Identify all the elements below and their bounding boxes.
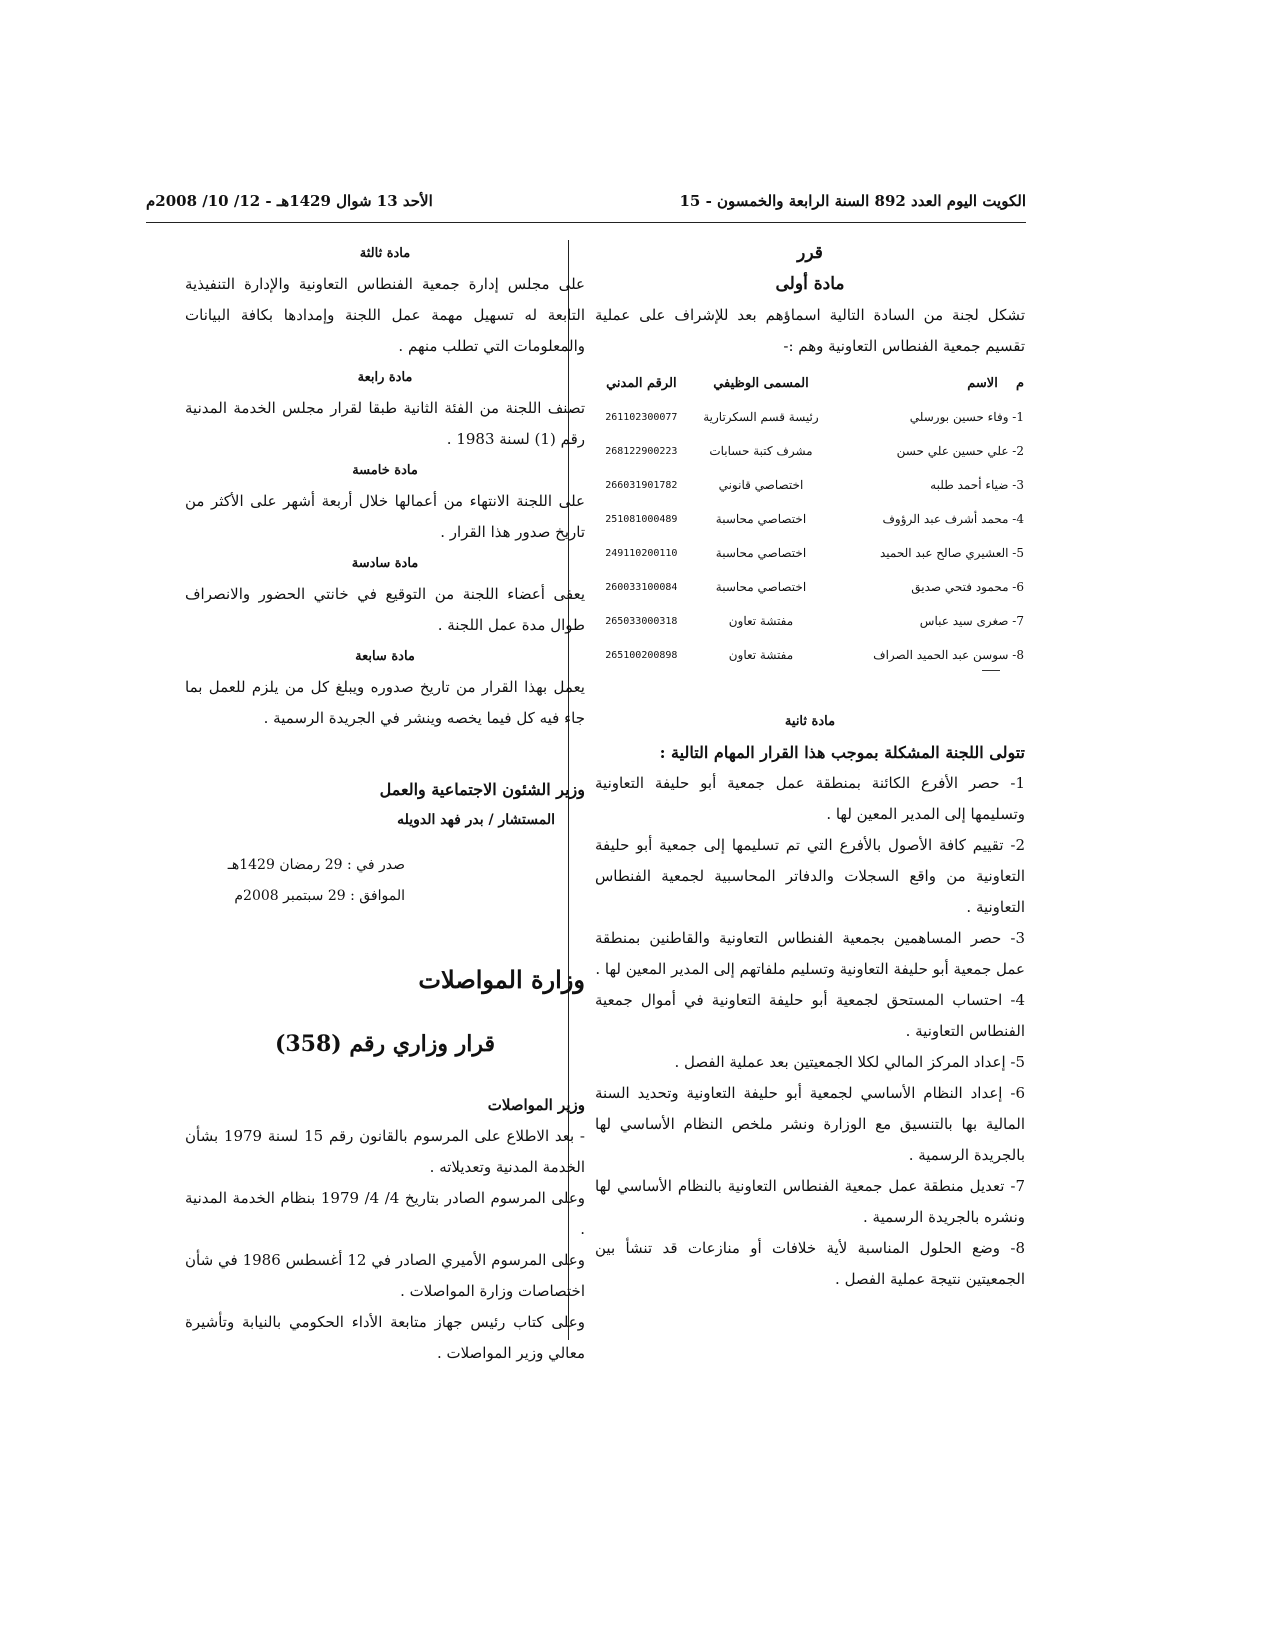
table-row <box>595 400 1025 434</box>
decree-title: قرار وزاري رقم (358) <box>274 1031 496 1057</box>
member-title: اختصاصي محاسبة <box>715 545 807 560</box>
task-item: 6- إعداد النظام الأساسي لجمعية أبو حليفة التعاونية وتحديد السنة المالية بها بالتنسيق مع الوزارة ونشر ملخص النظام الأساسي لها بالجريدة الرسمية . <box>595 1084 1025 1164</box>
col-header-name: م الاسم <box>967 375 1024 391</box>
table-row <box>595 638 1025 672</box>
decided-heading: قرر <box>797 243 823 263</box>
article-3-text: على مجلس إدارة جمعية الفنطاس التعاونية والإدارة التنفيذية التابعة له تسهيل مهمة عمل اللجنة وإمدادها بكافة البيانات والمعلومات التي تطلب منهم . <box>185 275 585 355</box>
member-name: 6- محمود فتحي صديق <box>911 579 1024 594</box>
member-civil-id: 251081000489 <box>605 513 678 525</box>
article-5-title: مادة خامسة <box>352 463 418 478</box>
article-7-title: مادة سابعة <box>355 649 415 664</box>
member-title: مشرف كتبة حسابات <box>709 443 813 458</box>
issued-gregorian: الموافق : 29 سبتمبر 2008م <box>234 888 405 904</box>
signatory-title: وزير الشئون الاجتماعية والعمل <box>379 780 585 799</box>
left-column <box>185 238 585 1369</box>
article-2-intro: تتولى اللجنة المشكلة بموجب هذا القرار المهام التالية : <box>659 743 1025 762</box>
table-row <box>595 536 1025 570</box>
preamble-item: وعلى المرسوم الصادر بتاريخ 4/ 4/ 1979 بنظام الخدمة المدنية . <box>185 1189 586 1238</box>
right-column <box>595 238 1025 1295</box>
task-item: 5- إعداد المركز المالي لكلا الجمعيتين بعد عملية الفصل . <box>674 1053 1025 1071</box>
member-civil-id: 266031901782 <box>605 479 678 491</box>
member-name: 5- العشيري صالح عبد الحميد <box>880 545 1024 560</box>
page-header <box>146 186 1026 223</box>
member-name: 7- صغرى سيد عباس <box>919 613 1024 628</box>
member-civil-id: 261102300077 <box>605 411 678 423</box>
member-name: 2- علي حسين علي حسن <box>896 443 1024 458</box>
article-1-title: مادة أولى <box>775 274 845 294</box>
member-civil-id: 249110200110 <box>605 547 678 559</box>
member-civil-id: 260033100084 <box>605 581 678 593</box>
member-title: رئيسة قسم السكرتارية <box>703 409 819 424</box>
table-row <box>595 502 1025 536</box>
issued-hijri: صدر في : 29 رمضان 1429هـ <box>227 857 405 873</box>
minister-heading: وزير المواصلات <box>487 1096 585 1114</box>
member-title: اختصاصي محاسبة <box>715 511 807 526</box>
members-table-header <box>595 366 1025 400</box>
col-header-title: المسمى الوظيفي <box>713 375 809 391</box>
task-item: 3- حصر المساهمين بجمعية الفنطاس التعاونية والقاطنين بمنطقة عمل جمعية أبو حليفة التعاونية وتسليم ملفاتهم إلى المدير المعين لها . <box>595 929 1025 978</box>
article-4-title: مادة رابعة <box>357 370 413 385</box>
table-row <box>595 604 1025 638</box>
members-table <box>595 366 1025 672</box>
article-6-title: مادة سادسة <box>351 556 419 571</box>
task-item: 1- حصر الأفرع الكائنة بمنطقة عمل جمعية أبو حليفة التعاونية وتسليمها إلى المدير المعين لها . <box>595 774 1025 823</box>
header-issue: الكويت اليوم العدد 892 السنة الرابعة والخمسون - 15 <box>679 192 1026 210</box>
member-title: اختصاصي محاسبة <box>715 579 807 594</box>
preamble-item: وعلى كتاب رئيس جهاز متابعة الأداء الحكومي بالنيابة وتأشيرة معالي وزير المواصلات . <box>185 1313 585 1362</box>
table-row <box>595 468 1025 502</box>
member-civil-id: 265100200898 <box>605 649 678 661</box>
task-item: 8- وضع الحلول المناسبة لأية خلافات أو منازعات قد تنشأ بين الجمعيتين نتيجة عملية الفصل . <box>595 1239 1025 1288</box>
member-name: 3- ضياء أحمد طلبه <box>930 477 1024 492</box>
task-item: 4- احتساب المستحق لجمعية أبو حليفة التعاونية في أموال جمعية الفنطاس التعاونية . <box>595 991 1025 1040</box>
article-7-text: يعمل بهذا القرار من تاريخ صدوره ويبلغ كل من يلزم للعمل بما جاء فيه كل فيما يخصه وينشر في الجريدة الرسمية . <box>185 678 585 727</box>
signatory-name: المستشار / بدر فهد الدويله <box>397 812 555 828</box>
article-3-title: مادة ثالثة <box>359 246 411 261</box>
member-civil-id: 265033000318 <box>605 615 678 627</box>
member-name: 8- سوسن عبد الحميد الصراف <box>873 647 1024 662</box>
table-row <box>595 434 1025 468</box>
member-name: 1- وفاء حسين بورسلي <box>909 409 1024 424</box>
task-item: 7- تعديل منطقة عمل جمعية الفنطاس التعاونية بالنظام الأساسي لها ونشره بالجريدة الرسمية . <box>595 1177 1025 1226</box>
article-4-text: تصنف اللجنة من الفئة الثانية طبقا لقرار مجلس الخدمة المدنية رقم (1) لسنة 1983 . <box>185 399 585 448</box>
article-5-text: على اللجنة الانتهاء من أعمالها خلال أربعة أشهر على الأكثر من تاريخ صدور هذا القرار . <box>185 492 585 541</box>
member-title: اختصاصي قانوني <box>718 477 804 492</box>
article-1-text: تشكل لجنة من السادة التالية اسماؤهم بعد للإشراف على عملية تقسيم جمعية الفنطاس التعاونية وهم :- <box>595 306 1025 355</box>
article-6-text: يعفى أعضاء اللجنة من التوقيع في خانتي الحضور والانصراف طوال مدة عمل اللجنة . <box>185 585 585 634</box>
article-2-title: مادة ثانية <box>784 714 836 729</box>
member-title: مفتشة تعاون <box>728 613 794 628</box>
col-header-civil-id: الرقم المدني <box>606 375 677 391</box>
task-item: 2- تقييم كافة الأصول بالأفرع التي تم تسليمها إلى جمعية أبو حليفة التعاونية من واقع السجلات والدفاتر المحاسبية لجمعية الفنطاس التعاونية . <box>595 836 1025 916</box>
preamble-item: وعلى المرسوم الأميري الصادر في 12 أغسطس 1986 في شأن اختصاصات وزارة المواصلات . <box>185 1251 585 1300</box>
member-civil-id: 268122900223 <box>605 445 678 457</box>
ministry-heading: وزارة المواصلات <box>418 965 585 994</box>
member-title: مفتشة تعاون <box>728 647 794 662</box>
header-date: الأحد 13 شوال 1429هـ - 12/ 10/ 2008م <box>146 192 433 210</box>
member-name: 4- محمد أشرف عبد الرؤوف <box>882 511 1024 526</box>
table-row <box>595 570 1025 604</box>
preamble-item: - بعد الاطلاع على المرسوم بالقانون رقم 15 لسنة 1979 بشأن الخدمة المدنية وتعديلاته . <box>185 1127 585 1176</box>
